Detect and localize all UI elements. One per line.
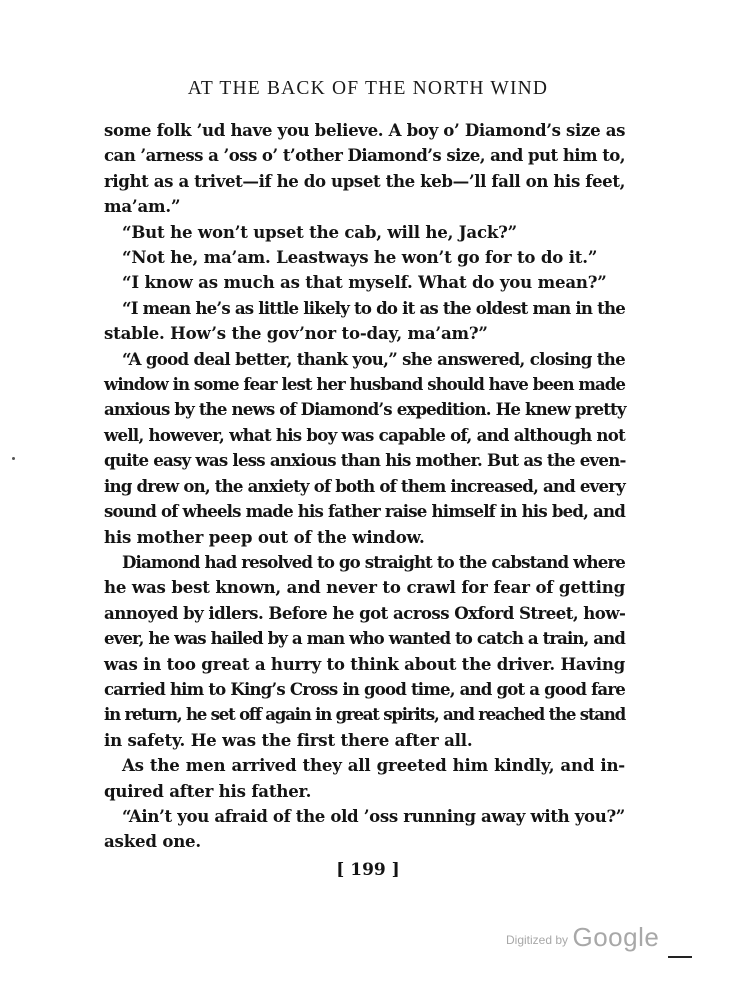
- text-line: asked one.: [104, 831, 201, 852]
- text-line: in return, he set off again in great spirits, and reached the stand: [104, 704, 625, 725]
- text-line: he was best known, and never to crawl for fear of getting: [104, 577, 625, 598]
- text-line: “Not he, ma’am. Leastways he won’t go for to do it.”: [122, 247, 598, 268]
- text-line: Diamond had resolved to go straight to the cabstand where: [122, 551, 625, 572]
- text-line: ever, he was hailed by a man who wanted to catch a train, and: [104, 628, 625, 649]
- watermark-logo: Google: [572, 922, 660, 952]
- corner-rule: [668, 956, 692, 958]
- text-line: “But he won’t upset the cab, will he, Jack?”: [122, 221, 518, 242]
- text-line: quired after his father.: [104, 780, 312, 801]
- text-line: carried him to King’s Cross in good time, and got a good fare: [104, 678, 625, 699]
- text-line: right as a trivet—if he do upset the keb—’ll fall on his feet,: [104, 170, 625, 191]
- text-line: ma’am.”: [104, 196, 181, 217]
- text-line: was in too great a hurry to think about the driver. Having: [104, 653, 626, 674]
- watermark-prefix: Digitized by: [506, 933, 569, 947]
- text-line: “Ain’t you afraid of the old ’oss running away with you?”: [122, 805, 625, 826]
- text-line: can ’arness a ’oss o’ t’other Diamond’s size, and put him to,: [104, 145, 625, 166]
- body-text: [104, 118, 625, 855]
- text-line: well, however, what his boy was capable of, and although not: [104, 424, 625, 445]
- text-line: “I mean he’s as little likely to do it as the oldest man in the: [122, 297, 625, 318]
- running-header: AT THE BACK OF THE NORTH WIND: [187, 78, 549, 99]
- margin-mark: [12, 457, 15, 460]
- text-line: window in some fear lest her husband should have been made: [104, 374, 625, 395]
- text-line: “I know as much as that myself. What do you mean?”: [122, 272, 607, 293]
- page-number: [ 199 ]: [336, 860, 400, 880]
- text-line: “A good deal better, thank you,” she answered, closing the: [122, 348, 625, 369]
- text-line: some folk ’ud have you believe. A boy o’ Diamond’s size as: [104, 120, 626, 140]
- text-line: As the men arrived they all greeted him kindly, and in-: [122, 755, 625, 776]
- text-line: sound of wheels made his father raise himself in his bed, and: [104, 501, 625, 522]
- watermark: [506, 922, 659, 953]
- text-line: ing drew on, the anxiety of both of them increased, and every: [104, 475, 625, 496]
- text-line: annoyed by idlers. Before he got across Oxford Street, how-: [104, 602, 626, 623]
- text-line: stable. How’s the gov’nor to-day, ma’am?”: [104, 323, 488, 344]
- text-line: in safety. He was the first there after all.: [104, 729, 473, 750]
- text-line: his mother peep out of the window.: [104, 526, 425, 547]
- text-line: quite easy was less anxious than his mother. But as the even-: [104, 450, 626, 471]
- text-line: anxious by the news of Diamond’s expedition. He knew pretty: [104, 399, 626, 420]
